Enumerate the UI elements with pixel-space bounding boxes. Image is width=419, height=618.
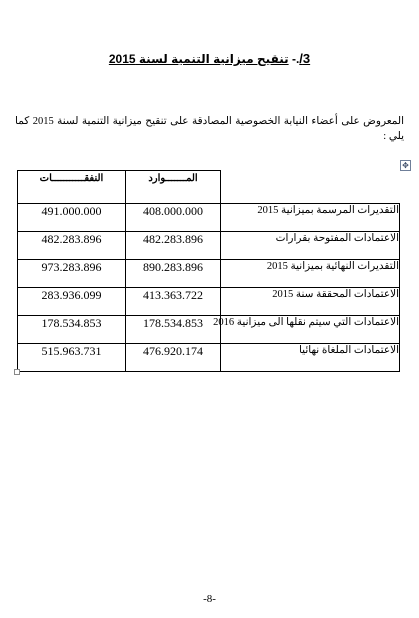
expenses-cell: 491.000.000 bbox=[18, 204, 126, 232]
resources-cell: 890.283.896 bbox=[126, 260, 221, 288]
expenses-cell: 973.283.896 bbox=[18, 260, 126, 288]
section-title: تنقيح ميزانية التنمية لسنة 2015 bbox=[108, 52, 289, 66]
header-label bbox=[221, 171, 400, 204]
table-resize-handle[interactable] bbox=[14, 369, 20, 375]
table-row bbox=[18, 288, 400, 316]
row-label: الاعتمادات التي سيتم نقلها الى ميزانية 2016 bbox=[221, 316, 400, 344]
row-label: الاعتمادات المفتوحة بقرارات bbox=[221, 232, 400, 260]
table-row bbox=[18, 344, 400, 372]
budget-table bbox=[17, 170, 400, 372]
header-expenses: النفقـــــــــــات bbox=[18, 171, 126, 204]
row-label: التقديرات المرسمة بميزانية 2015 bbox=[221, 204, 400, 232]
table-row bbox=[18, 204, 400, 232]
header-resources: المـــــــوارد bbox=[126, 171, 221, 204]
expenses-cell: 178.534.853 bbox=[18, 316, 126, 344]
page-number: -8- bbox=[203, 593, 216, 605]
resources-cell: 482.283.896 bbox=[126, 232, 221, 260]
resources-cell: 476.920.174 bbox=[126, 344, 221, 372]
expenses-cell: 283.936.099 bbox=[18, 288, 126, 316]
table-row bbox=[18, 260, 400, 288]
row-label: الاعتمادات الملغاة نهائيا bbox=[221, 344, 400, 372]
move-arrows-icon[interactable]: ✥ bbox=[400, 160, 411, 171]
section-heading bbox=[0, 51, 419, 66]
resources-cell: 413.363.722 bbox=[126, 288, 221, 316]
section-number: 3/ bbox=[299, 51, 311, 66]
row-label: الاعتمادات المحققة سنة 2015 bbox=[221, 288, 400, 316]
resources-cell: 408.000.000 bbox=[126, 204, 221, 232]
table-row bbox=[18, 232, 400, 260]
resources-cell: 178.534.853 bbox=[126, 316, 221, 344]
heading-separator: .- bbox=[288, 52, 300, 66]
table-row bbox=[18, 316, 400, 344]
row-label: التقديرات النهائية بميزانية 2015 bbox=[221, 260, 400, 288]
intro-paragraph: المعروض على أعضاء النيابة الخصوصية المصادقة على تنقيح ميزانية التنمية لسنة 2015 كما يلي : bbox=[15, 116, 404, 142]
expenses-cell: 515.963.731 bbox=[18, 344, 126, 372]
expenses-cell: 482.283.896 bbox=[18, 232, 126, 260]
table-header-row bbox=[18, 171, 400, 204]
